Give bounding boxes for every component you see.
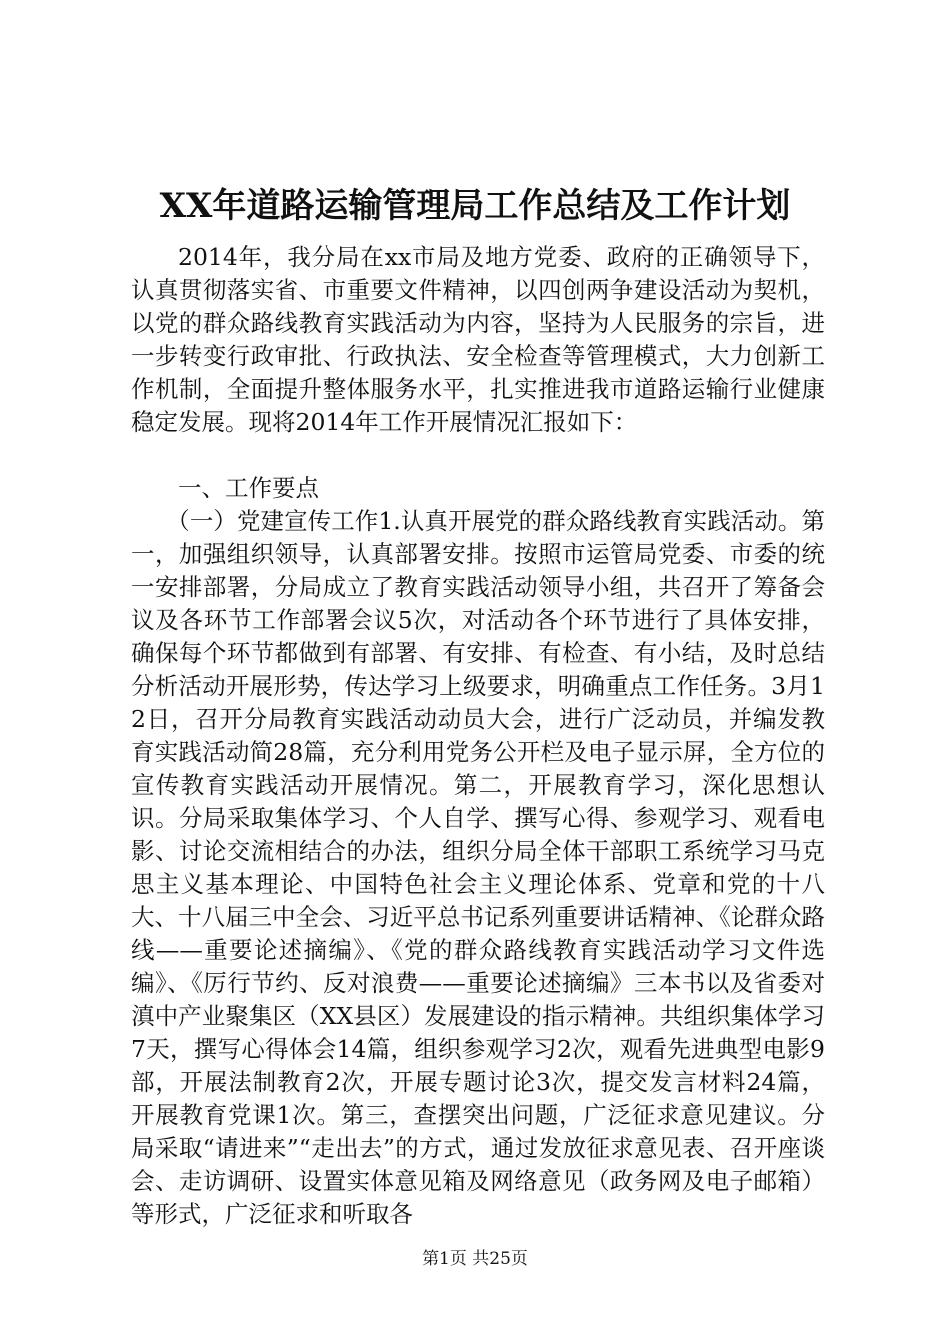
body-paragraph: （一）党建宣传工作1.认真开展党的群众路线教育实践活动。第一，加强组织领导，认真部署安排。按照市运管局党委、市委的统一安排部署，分局成立了教育实践活动领导小组，共召开了筹备会议及各环节工作部署会议5次，对活动各个环节进行了具体安排，确保每个环节都做到有部署、有安排、有检查、有小结，及时总结分析活动开展形势，传达学习上级要求，明确重点工作任务。3月12日，召开分局教育实践活动动员大会，进行广泛动员，并编发教育实践活动简28篇，充分利用党务公开栏及电子显示屏，全方位的宣传教育实践活动开展情况。第二，开展教育学习，深化思想认识。分局采取集体学习、个人自学、撰写心得、参观学习、观看电影、讨论交流相结合的办法，组织分局全体干部职工系统学习马克思主义基本理论、中国特色社会主义理论体系、党章和党的十八大、十八届三中全会、习近平总书记系列重要讲话精神、《论群众路线——重要论述摘编》、《党的群众路线教育实践活动学习文件选编》、《厉行节约、反对浪费——重要论述摘编》三本书以及省委对滇中产业聚集区（XX县区）发展建设的指示精神。共组织集体学习7天，撰写心得体会14篇，组织参观学习2次，观看先进典型电影9部，开展法制教育2次，开展专题讨论3次，提交发言材料24篇，开展教育党课1次。第三，查摆突出问题，广泛征求意见建议。分局采取“请进来”“走出去”的方式，通过发放征求意见表、召开座谈会、走访调研、设置实体意见箱及网络意见（政务网及电子邮箱）等形式，广泛征求和听取各 <box>131 507 825 1228</box>
section-heading: 一、工作要点 <box>178 474 319 502</box>
document-body <box>131 241 825 1231</box>
document-title: XX年道路运输管理局工作总结及工作计划 <box>159 186 791 226</box>
intro-paragraph: 2014年，我分局在xx市局及地方党委、政府的正确领导下，认真贯彻落实省、市重要文件精神，以四创两争建设活动为契机，以党的群众路线教育实践活动为内容，坚持为人民服务的宗旨，进一步转变行政审批、行政执法、安全检查等管理模式，大力创新工作机制，全面提升整体服务水平，扎实推进我市道路运输行业健康稳定发展。现将2014年工作开展情况汇报如下： <box>131 243 825 436</box>
page-footer: 第1页 共25页 <box>422 1249 528 1269</box>
